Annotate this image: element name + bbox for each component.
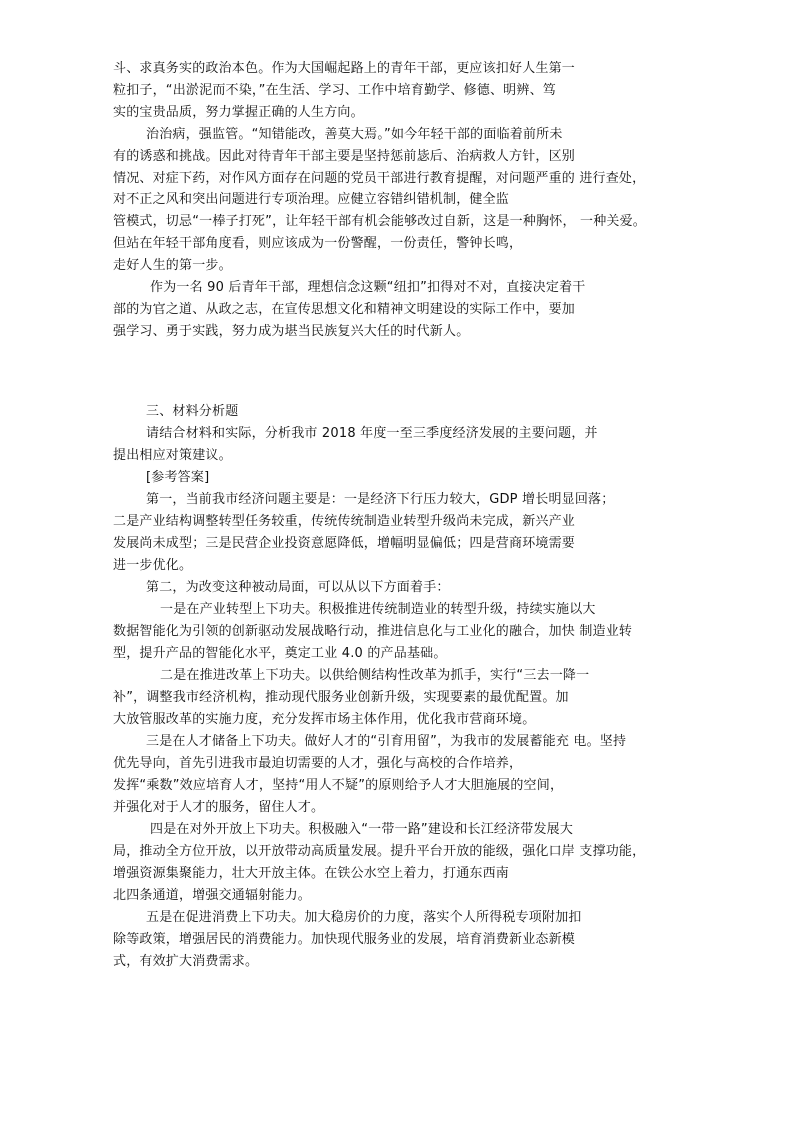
text-line: 优先导向，首先引进我市最迫切需要的人才，强化与高校的合作培养， <box>113 756 523 771</box>
text-line: 部的为官之道、从政之志，在宣传思想文化和精神文明建设的实际工作中，要加 <box>113 302 576 317</box>
text-line: 大放管服改革的实施力度，充分发挥市场主体作用，优化我市营商环境。 <box>113 712 536 727</box>
section-heading: 三、材料分析题 <box>146 404 239 419</box>
text-line: 数据智能化为引领的创新驱动发展战略行动，推进信息化与工业化的融合，加快 制造业转 <box>113 624 633 639</box>
text-line: 有的诱惑和挑战。因此对待青年干部主要是坚持惩前毖后、治病救人方针，区别 <box>113 149 576 164</box>
text-line: 发挥“乘数”效应培育人才，坚持“用人不疑”的原则给予人才大胆施展的空间， <box>113 778 564 793</box>
answer-label: [参考答案] <box>146 470 210 485</box>
text-line: 北四条通道，增强交通辐射能力。 <box>113 888 312 903</box>
text-line: 二是在推进改革上下功夫。以供给侧结构性改革为抓手，实行“三去一降一 <box>160 668 590 683</box>
text-line: 型，提升产品的智能化水平，奠定工业 4.0 的产品基础。 <box>113 646 447 661</box>
text-line: 二是产业结构调整转型任务较重，传统传统制造业转型升级尚未完成，新兴产业 <box>113 514 576 529</box>
text-line: 斗、求真务实的政治本色。作为大国崛起路上的青年干部，更应该扣好人生第一 <box>113 61 576 76</box>
text-line: 但站在年轻干部角度看，则应该成为一份警醒，一份责任，警钟长鸣， <box>113 236 523 251</box>
text-line: 提出相应对策建议。 <box>113 448 232 463</box>
text-line: 增强资源集聚能力，壮大开放主体。在铁公水空上着力，打通东西南 <box>113 866 510 881</box>
text-line: 治治病，强监管。“知错能改，善莫大焉。”如今年轻干部的面临着前所未 <box>146 127 563 142</box>
text-line: 强学习、勇于实践，努力成为堪当民族复兴大任的时代新人。 <box>113 324 470 339</box>
text-line: 除等政策，增强居民的消费能力。加快现代服务业的发展，培育消费新业态新模 <box>113 932 576 947</box>
text-line: 作为一名 90 后青年干部，理想信念这颗“纽扣”扣得对不对，直接决定着干 <box>150 280 586 295</box>
text-line: 发展尚未成型；三是民营企业投资意愿降低，增幅明显偏低；四是营商环境需要 <box>113 536 576 551</box>
text-line: 第二，为改变这种被动局面，可以从以下方面着手： <box>146 580 450 595</box>
text-line: 局，推动全方位开放，以开放带动高质量发展。提升平台开放的能级，强化口岸 支撑功能， <box>113 844 646 859</box>
text-line: 并强化对于人才的服务，留住人才。 <box>113 800 325 815</box>
text-line: 三是在人才储备上下功夫。做好人才的“引育用留”，为我市的发展蓄能充 电。坚持 <box>146 734 627 749</box>
text-line: 进一步优化。 <box>113 558 193 573</box>
text-line: 对不正之风和突出问题进行专项治理。应健立容错纠错机制，健全监 <box>113 192 510 207</box>
text-line: 四是在对外开放上下功夫。积极融入“一带一路”建设和长江经济带发展大 <box>150 822 574 837</box>
text-line: 五是在促进消费上下功夫。加大稳房价的力度，落实个人所得税专项附加扣 <box>146 910 582 925</box>
text-line: 情况、对症下药，对作风方面存在问题的党员干部进行教育提醒，对问题严重的 进行查处， <box>113 171 646 186</box>
text-line: 第一，当前我市经济问题主要是：一是经济下行压力较大，GDP 增长明显回落； <box>146 492 615 507</box>
text-line: 实的宝贵品质，努力掌握正确的人生方向。 <box>113 105 364 120</box>
text-line: 请结合材料和实际，分析我市 2018 年度一至三季度经济发展的主要问题，并 <box>146 426 598 441</box>
text-line: 走好人生的第一步。 <box>113 258 232 273</box>
text-line: 一是在产业转型上下功夫。积极推进传统制造业的转型升级，持续实施以大 <box>160 602 596 617</box>
text-line: 补”，调整我市经济机构，推动现代服务业创新升级，实现要素的最优配置。加 <box>113 690 569 705</box>
text-line: 式，有效扩大消费需求。 <box>113 954 259 969</box>
text-line: 粒扣子，“出淤泥而不染，”在生活、学习、工作中培育勤学、修德、明辨、笃 <box>113 83 556 98</box>
text-line: 管模式，切忌“一棒子打死”，让年轻干部有机会能够改过自新，这是一种胸怀， 一种关爱。 <box>113 214 647 229</box>
